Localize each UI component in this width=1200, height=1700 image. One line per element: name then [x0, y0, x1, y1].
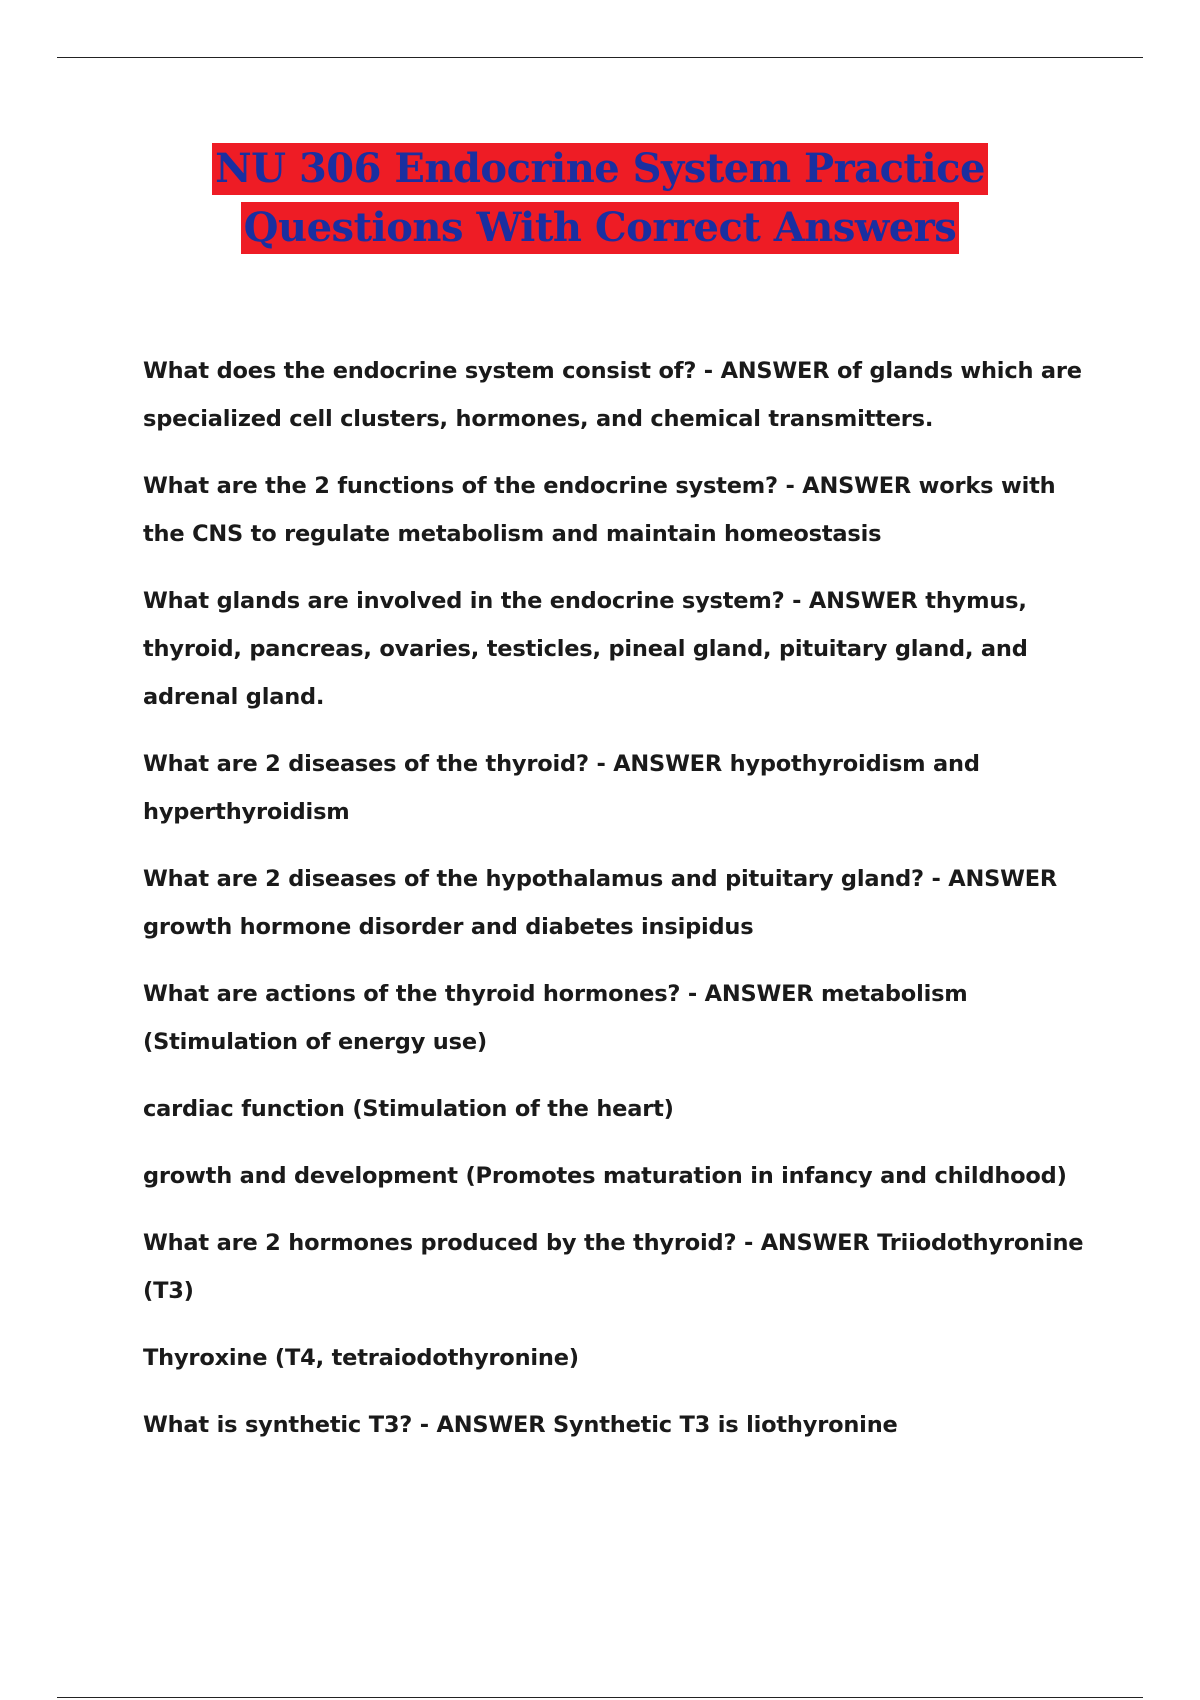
title-line-1: NU 306 Endocrine System Practice — [212, 143, 988, 195]
qa-item: What are the 2 functions of the endocrine system? - ANSWER works with the CNS to regulate metabolism and maintain homeostasis — [143, 473, 1056, 547]
qa-item: cardiac function (Stimulation of the heart) — [143, 1096, 674, 1122]
top-rule — [57, 57, 1143, 58]
qa-item: What are 2 diseases of the thyroid? - ANSWER hypothyroidism and hyperthyroidism — [143, 751, 980, 825]
qa-item: What are 2 diseases of the hypothalamus and pituitary gland? - ANSWER growth hormone disorder and diabetes insipidus — [143, 866, 1058, 940]
qa-item: What are 2 hormones produced by the thyroid? - ANSWER Triiodothyronine (T3) — [143, 1230, 1084, 1304]
title-line-2: Questions With Correct Answers — [241, 202, 960, 254]
qa-item: What glands are involved in the endocrine system? - ANSWER thymus, thyroid, pancreas, ovaries, testicles, pineal gland, pituitary gland, and adrenal gland. — [143, 588, 1028, 710]
qa-list — [143, 347, 1103, 1468]
qa-item: What is synthetic T3? - ANSWER Synthetic T3 is liothyronine — [143, 1412, 898, 1438]
document-title — [0, 143, 1200, 254]
bottom-rule — [57, 1697, 1143, 1698]
qa-item: Thyroxine (T4, tetraiodothyronine) — [143, 1345, 579, 1371]
qa-item: What are actions of the thyroid hormones? - ANSWER metabolism (Stimulation of energy use) — [143, 981, 968, 1055]
qa-item: What does the endocrine system consist of? - ANSWER of glands which are specialized cell clusters, hormones, and chemical transmitters. — [143, 358, 1082, 432]
qa-item: growth and development (Promotes maturation in infancy and childhood) — [143, 1163, 1067, 1189]
